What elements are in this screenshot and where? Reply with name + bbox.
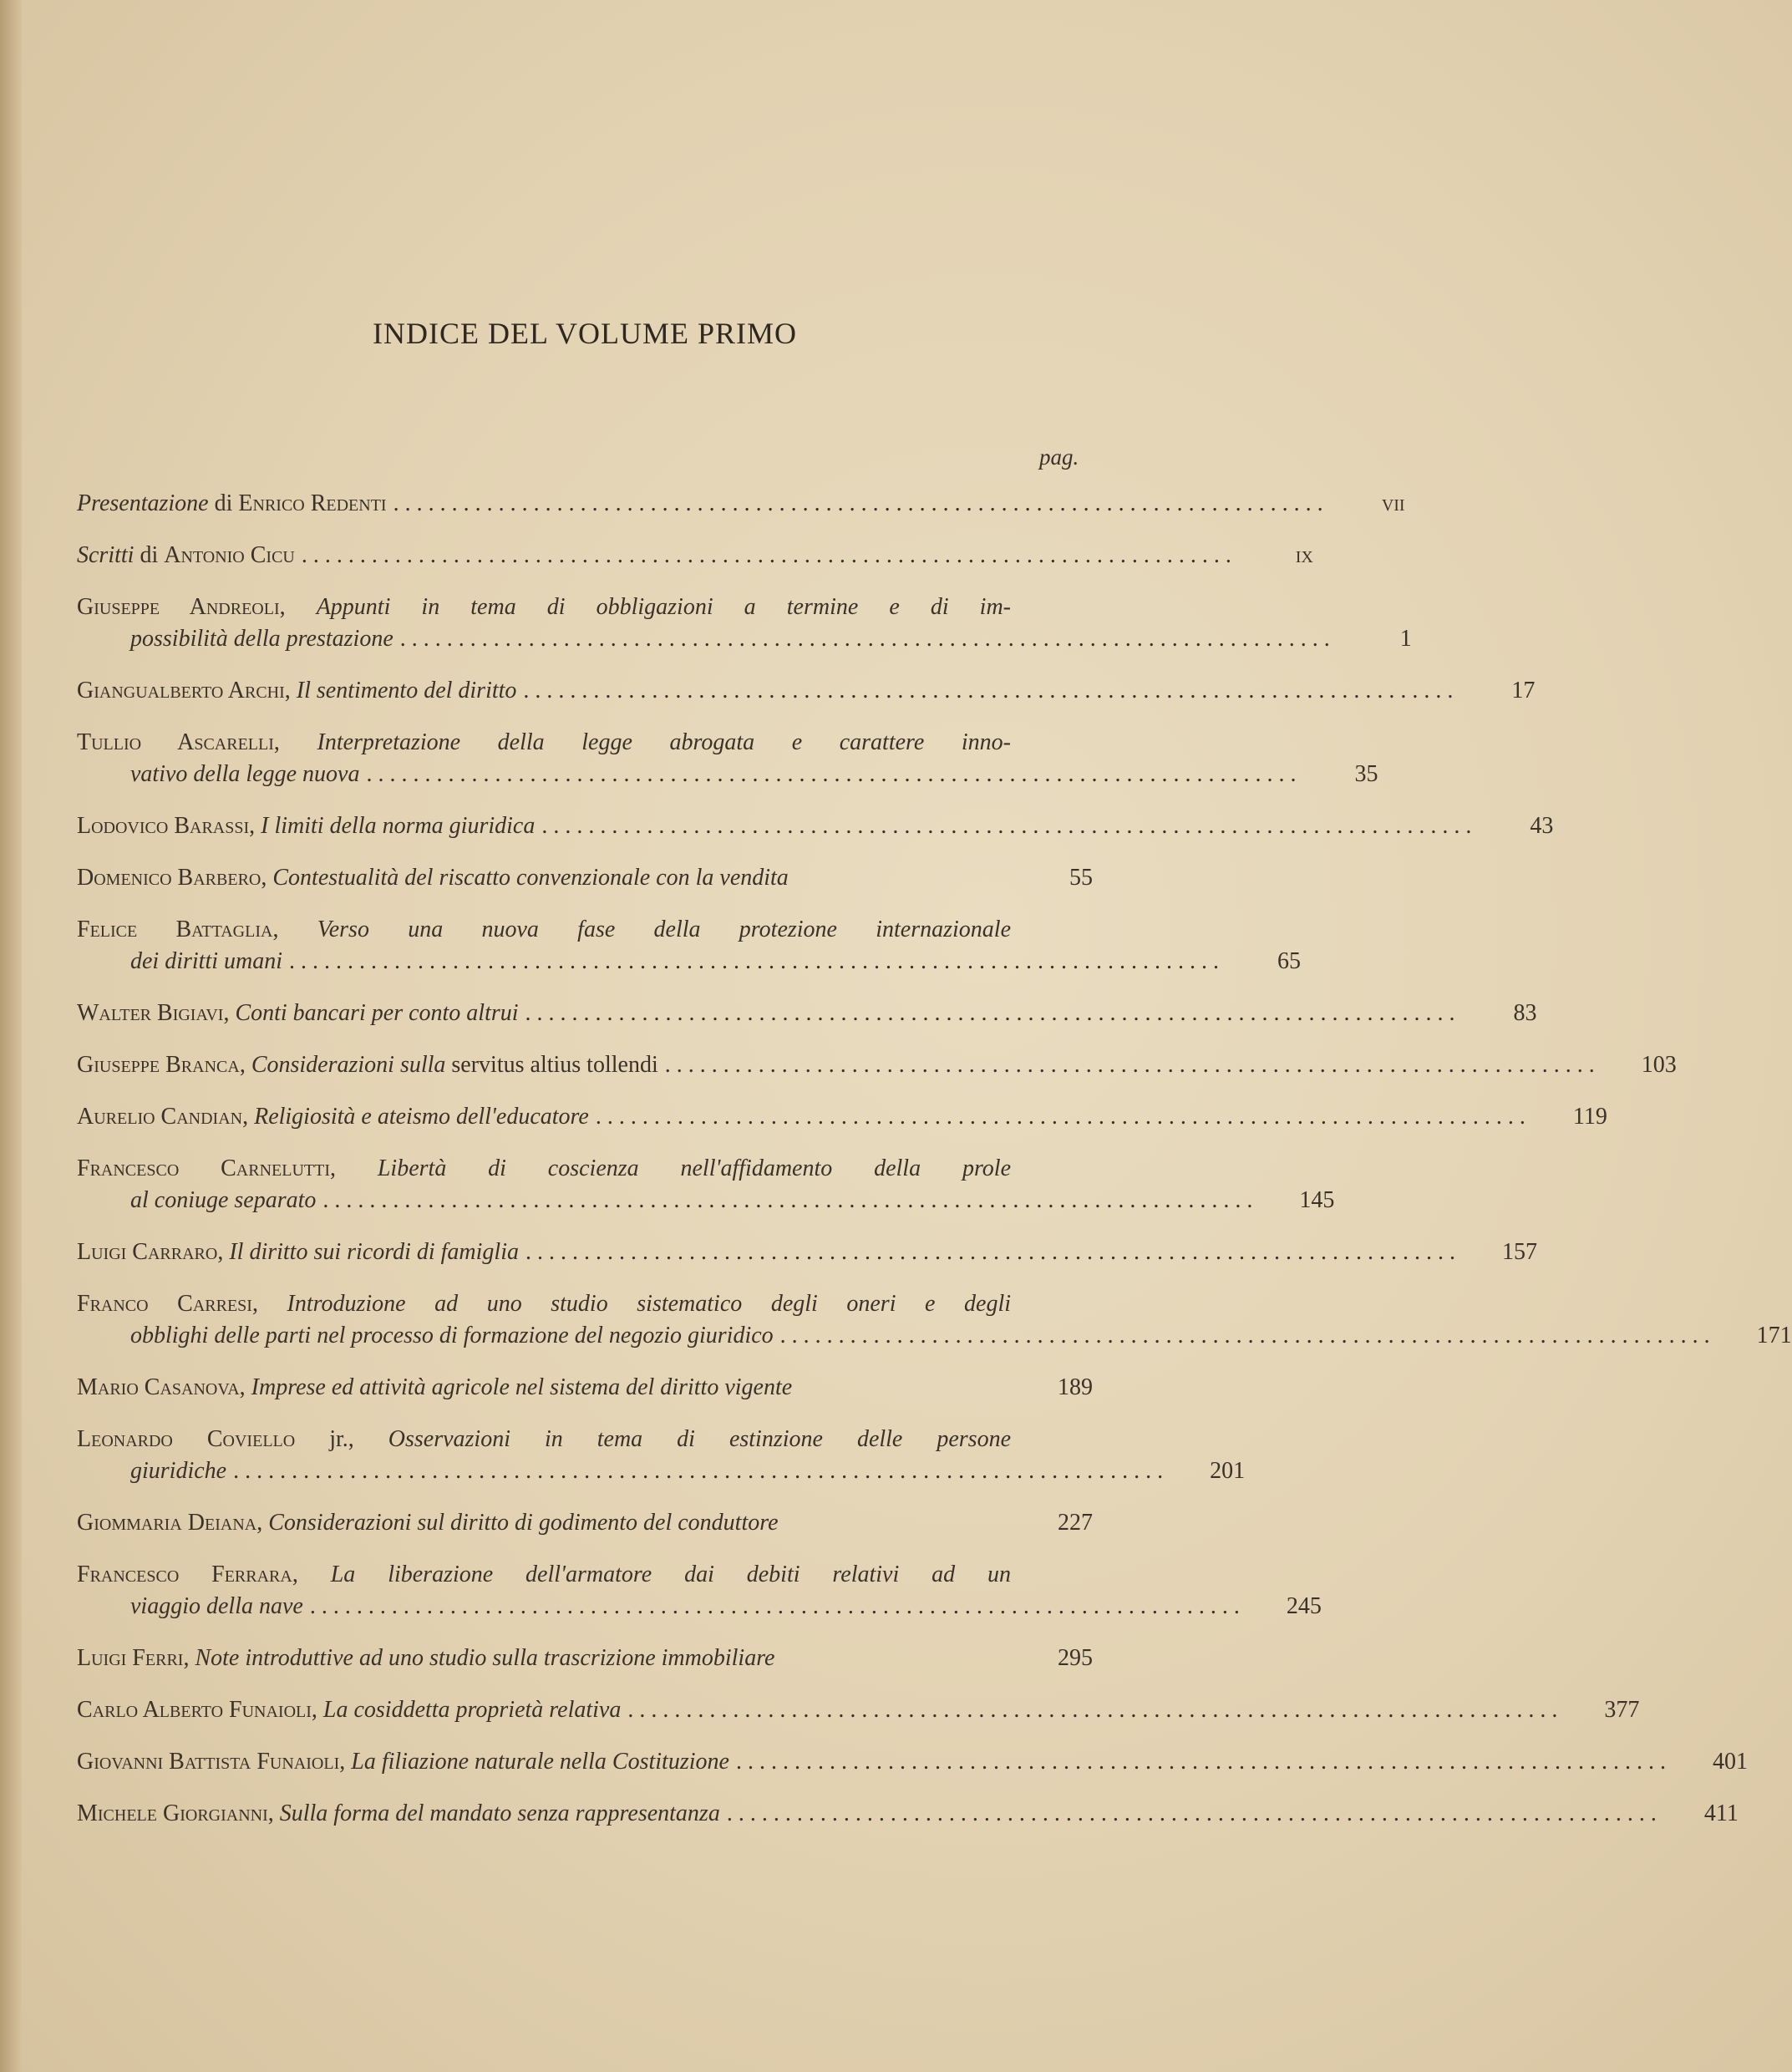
toc-entry	[77, 1237, 1537, 1268]
author-name: Carlo Alberto Funaioli	[77, 1697, 312, 1723]
toc-entry	[77, 1746, 1748, 1778]
author-name: Lodovico Barassi	[77, 813, 250, 839]
text: ,	[330, 1155, 378, 1181]
toc-entry	[77, 488, 1405, 520]
dot-leader: . . . . . . . . . . . . . . . . . . . . . . . . . . . . . . . . . . . . . . . . . . . . . . . . . . . . . . . . . . . . . . . . . . . . . . . . . . . . . . . .	[523, 678, 1454, 703]
toc-entry	[77, 862, 1093, 894]
page-number: 401	[1712, 1749, 1748, 1775]
entry-line	[77, 862, 789, 894]
essay-title: Il sentimento del diritto	[296, 678, 517, 703]
essay-title: Osservazioni in tema di estinzione delle persone	[388, 1426, 1012, 1452]
author-name: Francesco Ferrara	[77, 1562, 292, 1587]
text: ,	[284, 678, 297, 703]
dot-leader: . . . . . . . . . . . . . . . . . . . . . . . . . . . . . . . . . . . . . . . . . . . . . . . . . . . . . . . . . . . . . . . . . . . . . . . . . . . . . . . .	[595, 1104, 1525, 1130]
essay-title: Introduzione ad uno studio sistematico degli oneri e degli	[287, 1291, 1012, 1317]
entry-line	[77, 1591, 303, 1623]
essay-title: Religiosità e ateismo dell'educatore	[254, 1104, 589, 1130]
entry-line	[77, 998, 519, 1029]
essay-title: Interpretazione della legge abrogata e carattere inno-	[317, 729, 1011, 755]
toc-entry	[77, 1101, 1607, 1133]
page-number: 119	[1572, 1104, 1607, 1130]
entry-line	[77, 623, 393, 655]
essay-title: Conti bancari per conto altrui	[235, 1000, 519, 1026]
author-name: Enrico Redenti	[238, 490, 387, 516]
entry-line	[77, 1746, 729, 1778]
entry-line	[77, 1455, 226, 1487]
essay-title: Il diritto sui ricordi di famiglia	[229, 1239, 519, 1265]
entry-line	[77, 1798, 720, 1830]
dot-leader: . . . . . . . . . . . . . . . . . . . . . . . . . . . . . . . . . . . . . . . . . . . . . . . . . . . . . . . . . . . . . . . . . . . . . . . . . . . . . . . .	[664, 1052, 1595, 1078]
page-number: 43	[1530, 813, 1554, 839]
essay-title: possibilità della prestazione	[130, 626, 393, 652]
essay-title: obblighi delle parti nel processo di formazione del negozio giuridico	[130, 1323, 774, 1348]
entry-line	[77, 1372, 792, 1404]
dot-leader: . . . . . . . . . . . . . . . . . . . . . . . . . . . . . . . . . . . . . . . . . . . . . . . . . . . . . . . . . . . . . . . . . . . . . . . . . . . . . . . .	[735, 1749, 1666, 1775]
toc-entry	[77, 914, 1301, 978]
entry-line	[77, 1559, 1011, 1591]
page-number: 189	[1058, 1374, 1093, 1400]
page-number: 65	[1277, 948, 1301, 974]
author-name: Aurelio Candian	[77, 1104, 243, 1130]
text: jr.,	[295, 1426, 388, 1452]
text: ,	[217, 1239, 230, 1265]
essay-title: Considerazioni sulla	[251, 1052, 446, 1078]
dot-leader: . . . . . . . . . . . . . . . . . . . . . . . . . . . . . . . . . . . . . . . . . . . . . . . . . . . . . . . . . . . . . . . . . . . . . . . . . . . . . . . .	[309, 1593, 1240, 1619]
page-number: 227	[1058, 1510, 1093, 1536]
text: ,	[273, 729, 317, 755]
author-name: Leonardo Coviello	[77, 1426, 296, 1452]
dot-leader: . . . . . . . . . . . . . . . . . . . . . . . . . . . . . . . . . . . . . . . . . . . . . . . . . . . . . . . . . . . . . . . . . . . . . . . . . . . . . . . .	[233, 1458, 1164, 1484]
toc-entry	[77, 1694, 1640, 1726]
dot-leader: . . . . . . . . . . . . . . . . . . . . . . . . . . . . . . . . . . . . . . . . . . . . . . . . . . . . . . . . . . . . . . . . . . . . . . . . . . . . . . . .	[301, 542, 1231, 568]
author-name: Luigi Carraro	[77, 1239, 218, 1265]
author-name: Domenico Barbero	[77, 865, 261, 891]
page-number: ix	[1295, 542, 1313, 568]
text: ,	[223, 1000, 236, 1026]
essay-title: Considerazioni sul diritto di godimento del conduttore	[268, 1510, 779, 1536]
essay-title: Note introduttive ad uno studio sulla trascrizione immobiliare	[195, 1645, 775, 1671]
entry-line	[77, 675, 516, 707]
author-name: Giuseppe Branca	[77, 1052, 240, 1078]
toc-entry	[77, 810, 1554, 842]
essay-title: Libertà di coscienza nell'affidamento della prole	[377, 1155, 1012, 1181]
entry-line	[77, 1237, 519, 1268]
entry-line	[77, 1694, 621, 1726]
text: ,	[242, 1104, 255, 1130]
entry-line	[77, 1101, 589, 1133]
text: ,	[239, 1374, 251, 1400]
toc-entry	[77, 1153, 1335, 1216]
page-number: 171	[1756, 1323, 1792, 1348]
page-number: 245	[1286, 1593, 1322, 1619]
toc-entry	[77, 592, 1412, 655]
dot-leader: . . . . . . . . . . . . . . . . . . . . . . . . . . . . . . . . . . . . . . . . . . . . . . . . . . . . . . . . . . . . . . . . . . . . . . . . . . . . . . . .	[289, 948, 1219, 974]
author-name: Luigi Ferri	[77, 1645, 184, 1671]
entry-line	[77, 1424, 1011, 1455]
author-name: Giovanni Battista Funaioli	[77, 1749, 340, 1775]
essay-title: Contestualità del riscatto convenzionale con la vendita	[272, 865, 789, 891]
toc-entry	[77, 727, 1378, 790]
dot-leader: . . . . . . . . . . . . . . . . . . . . . . . . . . . . . . . . . . . . . . . . . . . . . . . . . . . . . . . . . . . . . . . . . . . . . . . . . . . . . . . .	[366, 761, 1297, 787]
entry-line	[77, 914, 1011, 946]
essay-title: viaggio della nave	[130, 1593, 303, 1619]
toc-entry	[77, 540, 1313, 571]
dot-leader: . . . . . . . . . . . . . . . . . . . . . . . . . . . . . . . . . . . . . . . . . . . . . . . . . . . . . . . . . . . . . . . . . . . . . . . . . . . . . . . .	[393, 490, 1323, 516]
table-of-contents	[77, 488, 1792, 1850]
author-name: Tullio Ascarelli	[77, 729, 274, 755]
essay-title: vativo della legge nuova	[130, 761, 360, 787]
author-name: Felice Battaglia	[77, 917, 273, 942]
essay-title: giuridiche	[130, 1458, 227, 1484]
author-name: Giommaria Deiana	[77, 1510, 257, 1536]
page-number: 145	[1299, 1187, 1335, 1213]
text: di	[134, 542, 165, 568]
text: ,	[272, 917, 317, 942]
dot-leader: . . . . . . . . . . . . . . . . . . . . . . . . . . . . . . . . . . . . . . . . . . . . . . . . . . . . . . . . . . . . . . . . . . . . . . . . . . . . . . . .	[322, 1187, 1253, 1213]
page-title: INDICE DEL VOLUME PRIMO	[373, 317, 797, 350]
entry-line	[77, 1320, 774, 1352]
dot-leader: . . . . . . . . . . . . . . . . . . . . . . . . . . . . . . . . . . . . . . . . . . . . . . . . . . . . . . . . . . . . . . . . . . . . . . . . . . . . . . . .	[525, 1239, 1455, 1265]
essay-title: La liberazione dell'armatore dai debiti relativi ad un	[330, 1562, 1011, 1587]
page-number: 35	[1354, 761, 1378, 787]
page-number: 201	[1210, 1458, 1246, 1484]
author-name: Walter Bigiavi	[77, 1000, 224, 1026]
text: ,	[311, 1697, 323, 1723]
essay-title: Sulla forma del mandato senza rappresentanza	[279, 1800, 720, 1826]
toc-entry	[77, 1372, 1093, 1404]
author-name: Franco Carresi	[77, 1291, 252, 1317]
essay-title: Scritti	[77, 542, 135, 568]
toc-entry	[77, 675, 1536, 707]
page-column-label: pag.	[1039, 444, 1079, 470]
toc-entry	[77, 1798, 1739, 1830]
entry-line	[77, 1049, 658, 1081]
text: ,	[267, 1800, 280, 1826]
text: ,	[183, 1645, 195, 1671]
entry-line	[77, 592, 1011, 623]
book-spine-edge	[0, 0, 22, 2072]
entry-line	[77, 1507, 779, 1539]
entry-line	[77, 488, 387, 520]
page-number: 377	[1604, 1697, 1640, 1723]
author-name: Giangualberto Archi	[77, 678, 285, 703]
text: servitus altius tollendi	[445, 1052, 658, 1078]
author-name: Francesco Carnelutti	[77, 1155, 330, 1181]
author-name: Giuseppe Andreoli	[77, 594, 280, 620]
entry-line	[77, 946, 282, 978]
essay-title: dei diritti umani	[130, 948, 282, 974]
text: ,	[251, 1291, 287, 1317]
text: di	[208, 490, 239, 516]
essay-title: Verso una nuova fase della protezione internazionale	[317, 917, 1012, 942]
dot-leader: . . . . . . . . . . . . . . . . . . . . . . . . . . . . . . . . . . . . . . . . . . . . . . . . . . . . . . . . . . . . . . . . . . . . . . . . . . . . . . . .	[779, 1323, 1710, 1348]
text: ,	[256, 1510, 269, 1536]
entry-line	[77, 1185, 316, 1216]
entry-line	[77, 1153, 1011, 1185]
entry-line	[77, 540, 295, 571]
toc-entry	[77, 1507, 1093, 1539]
author-name: Antonio Cicu	[164, 542, 295, 568]
entry-line	[77, 810, 535, 842]
entry-line	[77, 759, 359, 790]
entry-line	[77, 727, 1011, 759]
page-number: 83	[1513, 1000, 1537, 1026]
essay-title: Presentazione	[77, 490, 209, 516]
page-number: 55	[1069, 865, 1093, 891]
essay-title: La filiazione naturale nella Costituzione	[351, 1749, 729, 1775]
entry-line	[77, 1288, 1011, 1320]
dot-leader: . . . . . . . . . . . . . . . . . . . . . . . . . . . . . . . . . . . . . . . . . . . . . . . . . . . . . . . . . . . . . . . . . . . . . . . . . . . . . . . .	[525, 1000, 1455, 1026]
author-name: Mario Casanova	[77, 1374, 240, 1400]
essay-title: La cosiddetta proprietà relativa	[322, 1697, 622, 1723]
page-number: 157	[1502, 1239, 1537, 1265]
page-number: 295	[1058, 1645, 1093, 1671]
page-number: 103	[1641, 1052, 1677, 1078]
page-number: vii	[1381, 490, 1405, 516]
text: ,	[292, 1562, 331, 1587]
entry-line	[77, 1643, 774, 1674]
dot-leader: . . . . . . . . . . . . . . . . . . . . . . . . . . . . . . . . . . . . . . . . . . . . . . . . . . . . . . . . . . . . . . . . . . . . . . . . . . . . . . . .	[627, 1697, 1558, 1723]
text: ,	[261, 865, 273, 891]
toc-entry	[77, 1559, 1322, 1623]
text: ,	[339, 1749, 352, 1775]
author-name: Michele Giorgianni	[77, 1800, 268, 1826]
essay-title: al coniuge separato	[130, 1187, 317, 1213]
dot-leader: . . . . . . . . . . . . . . . . . . . . . . . . . . . . . . . . . . . . . . . . . . . . . . . . . . . . . . . . . . . . . . . . . . . . . . . . . . . . . . . .	[541, 813, 1472, 839]
essay-title: I limiti della norma giuridica	[261, 813, 536, 839]
dot-leader: . . . . . . . . . . . . . . . . . . . . . . . . . . . . . . . . . . . . . . . . . . . . . . . . . . . . . . . . . . . . . . . . . . . . . . . . . . . . . . . .	[399, 626, 1330, 652]
text: ,	[239, 1052, 251, 1078]
page-number: 1	[1399, 626, 1412, 652]
essay-title: Appunti in tema di obbligazioni a termine e di im-	[316, 594, 1011, 620]
toc-entry	[77, 998, 1537, 1029]
toc-entry	[77, 1288, 1792, 1352]
toc-entry	[77, 1643, 1093, 1674]
essay-title: Imprese ed attività agricole nel sistema del diritto vigente	[251, 1374, 793, 1400]
page-number: 17	[1511, 678, 1536, 703]
page-number: 411	[1703, 1800, 1739, 1826]
toc-entry	[77, 1424, 1246, 1487]
text: ,	[279, 594, 317, 620]
text: ,	[249, 813, 261, 839]
dot-leader: . . . . . . . . . . . . . . . . . . . . . . . . . . . . . . . . . . . . . . . . . . . . . . . . . . . . . . . . . . . . . . . . . . . . . . . . . . . . . . . .	[726, 1800, 1657, 1826]
toc-entry	[77, 1049, 1677, 1081]
